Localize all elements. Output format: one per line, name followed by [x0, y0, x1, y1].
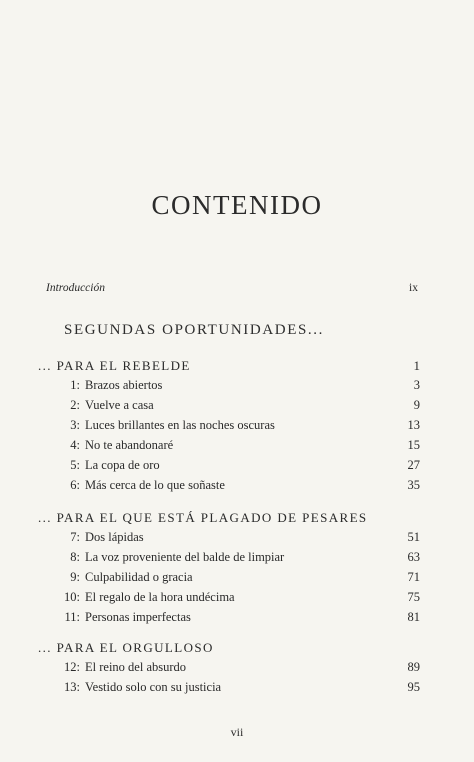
toc-entry	[38, 680, 420, 700]
toc-entry	[38, 550, 420, 570]
chapter-title: La voz proveniente del balde de limpiar	[85, 550, 285, 564]
section-rebelde	[38, 358, 420, 498]
chapter-title: El reino del absurdo	[85, 660, 187, 674]
chapter-title: Brazos abiertos	[85, 378, 163, 392]
chapter-page-number: 95	[407, 680, 420, 694]
chapter-title: Luces brillantes en las noches oscuras	[85, 418, 275, 432]
chapter-number: 1:	[70, 378, 80, 392]
chapter-title: Personas imperfectas	[85, 610, 191, 624]
chapter-title: Vestido solo con su justicia	[85, 680, 222, 694]
chapter-page-number: 9	[413, 398, 420, 412]
chapter-number: 12:	[64, 660, 80, 674]
chapter-number: 3:	[70, 418, 80, 432]
toc-entry	[38, 458, 420, 478]
toc-entry	[38, 378, 420, 398]
chapter-number: 8:	[70, 550, 80, 564]
chapter-number: 6:	[70, 478, 80, 492]
chapter-title: Culpabilidad o gracia	[85, 570, 193, 584]
section-orgulloso	[38, 640, 420, 700]
toc-entry	[38, 418, 420, 438]
chapter-number: 11:	[64, 610, 80, 624]
chapter-page-number: 3	[413, 378, 420, 392]
chapter-title: No te abandonaré	[85, 438, 174, 452]
chapter-page-number: 35	[407, 478, 420, 492]
page-title: CONTENIDO	[151, 190, 323, 220]
chapter-number: 2:	[70, 398, 80, 412]
chapter-title: Dos lápidas	[85, 530, 144, 544]
section-heading	[38, 640, 420, 660]
section-heading-text: ... PARA EL QUE ESTÁ PLAGADO DE PESARES	[38, 510, 368, 525]
toc-entry	[38, 478, 420, 498]
section-heading-text: ... PARA EL ORGULLOSO	[38, 640, 214, 655]
chapter-title: La copa de oro	[85, 458, 160, 472]
intro-label: Introducción	[46, 282, 105, 294]
section-heading	[38, 358, 420, 378]
chapter-page-number: 75	[407, 590, 420, 604]
section-pesares	[38, 510, 420, 630]
chapter-page-number: 81	[407, 610, 420, 624]
chapter-page-number: 15	[407, 438, 420, 452]
toc-entry	[38, 438, 420, 458]
toc-entry	[38, 570, 420, 590]
page-footer-number: vii	[230, 725, 244, 739]
section-page-number: 1	[413, 358, 420, 373]
toc-entry	[38, 398, 420, 418]
part-opener-heading: SEGUNDAS OPORTUNIDADES...	[64, 322, 324, 338]
toc-entry	[38, 660, 420, 680]
section-heading-text: ... PARA EL REBELDE	[38, 358, 191, 373]
chapter-page-number: 13	[407, 418, 420, 432]
chapter-page-number: 51	[407, 530, 420, 544]
chapter-page-number: 71	[407, 570, 420, 584]
chapter-page-number: 89	[407, 660, 420, 674]
toc-entry	[38, 590, 420, 610]
toc-entry	[38, 530, 420, 550]
chapter-number: 10:	[64, 590, 80, 604]
chapter-title: El regalo de la hora undécima	[85, 590, 235, 604]
chapter-number: 4:	[70, 438, 80, 452]
section-heading	[38, 510, 420, 530]
toc-entry	[38, 610, 420, 630]
intro-page-number: ix	[409, 282, 418, 294]
chapter-page-number: 63	[407, 550, 420, 564]
intro-entry	[46, 282, 418, 294]
chapter-number: 5:	[70, 458, 80, 472]
chapter-title: Vuelve a casa	[85, 398, 154, 412]
chapter-page-number: 27	[407, 458, 420, 472]
chapter-number: 7:	[70, 530, 80, 544]
chapter-number: 13:	[64, 680, 80, 694]
chapter-title: Más cerca de lo que soñaste	[85, 478, 225, 492]
chapter-number: 9:	[70, 570, 80, 584]
